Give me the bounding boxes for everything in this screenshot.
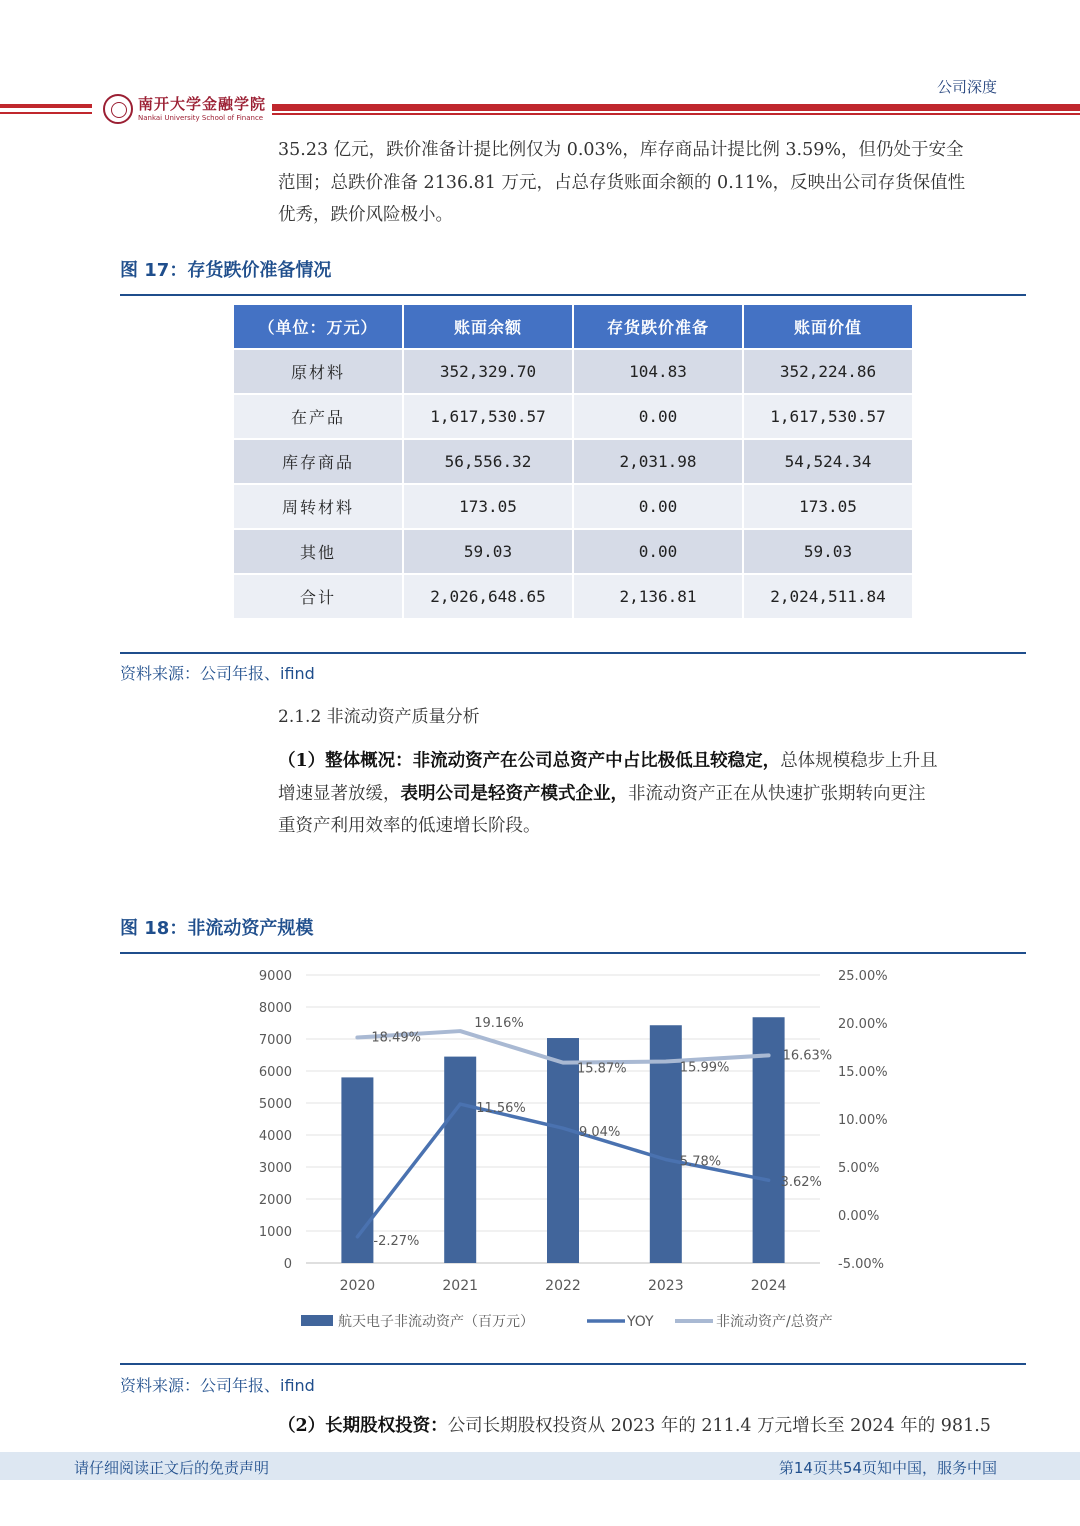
table-cell: 周转材料 <box>234 485 402 528</box>
university-logo <box>100 92 270 130</box>
table-header-cell: 账面余额 <box>404 305 572 348</box>
y-left-tick-label: 9000 <box>258 969 292 984</box>
figure-17-source: 资料来源：公司年报、ifind <box>120 664 315 683</box>
non-current-assets-chart <box>240 960 920 1350</box>
y-right-tick-label: 10.00% <box>838 1113 888 1128</box>
x-tick-label: 2022 <box>545 1278 581 1294</box>
table-cell: 2,031.98 <box>574 440 742 483</box>
y-left-tick-label: 7000 <box>258 1033 292 1048</box>
table-cell: 173.05 <box>404 485 572 528</box>
table-row <box>234 350 912 393</box>
header-rule-left <box>0 104 92 108</box>
table-cell: 在产品 <box>234 395 402 438</box>
y-right-tick-label: 5.00% <box>838 1161 880 1176</box>
table-header-cell: 账面价值 <box>744 305 912 348</box>
y-left-tick-label: 2000 <box>258 1193 292 1208</box>
table-cell: 其他 <box>234 530 402 573</box>
ratio-data-label: 16.63% <box>782 1048 833 1064</box>
table-cell: 59.03 <box>744 530 912 573</box>
y-right-tick-label: -5.00% <box>838 1257 884 1272</box>
legend-label-bars: 航天电子非流动资产（百万元） <box>338 1314 534 1330</box>
table-row <box>234 575 912 618</box>
table-row <box>234 530 912 573</box>
chart-legend <box>301 1313 833 1330</box>
table-header-cell: （单位：万元） <box>234 305 402 348</box>
figure-17-top-rule <box>120 294 1026 296</box>
bar <box>547 1038 579 1263</box>
table-cell: 库存商品 <box>234 440 402 483</box>
emphasis-text: （2）长期股权投资： <box>278 1416 448 1436</box>
body-text: 总体规模稳步上升且 <box>780 751 938 771</box>
yoy-data-label: 9.04% <box>579 1125 621 1141</box>
paragraph-line <box>278 778 998 811</box>
x-tick-label: 2023 <box>647 1278 684 1294</box>
closing-paragraph <box>278 1410 998 1443</box>
legend-swatch-bars <box>301 1315 333 1326</box>
ratio-data-label: 18.49% <box>371 1030 421 1046</box>
y-left-tick-label: 3000 <box>258 1161 292 1176</box>
footer-disclaimer: 请仔细阅读正文后的免责声明 <box>74 1459 270 1477</box>
header-rule-right-thin <box>272 113 1080 115</box>
table-cell: 352,224.86 <box>744 350 912 393</box>
body-text: 非流动资产正在从快速扩张期转向更注 <box>628 783 926 804</box>
ratio-data-label: 19.16% <box>474 1016 524 1032</box>
body-text: 增速显著放缓， <box>278 783 401 804</box>
table-cell: 104.83 <box>574 350 742 393</box>
figure-17-title: 图 17：存货跌价准备情况 <box>120 260 332 281</box>
footer-page-info: 第14页共54页知中国，服务中国 <box>778 1459 997 1477</box>
yoy-data-label: -2.27% <box>373 1233 420 1249</box>
y-left-tick-label: 0 <box>283 1257 292 1272</box>
intro-line: 范围；总跌价准备 2136.81 万元，占总存货账面余额的 0.11%，反映出公司存货保值性 <box>278 172 966 193</box>
table-header-cell: 存货跌价准备 <box>574 305 742 348</box>
y-left-tick-label: 5000 <box>258 1097 292 1112</box>
intro-line: 优秀，跌价风险极小。 <box>278 205 453 225</box>
ratio-data-label: 15.99% <box>679 1060 730 1076</box>
seal-icon <box>103 94 133 124</box>
table-cell: 原材料 <box>234 350 402 393</box>
logo-text-en: Nankai University School of Finance <box>138 114 264 122</box>
intro-line: 35.23 亿元，跌价准备计提比例仅为 0.03%，库存商品计提比例 3.59%，但仍处于安全 <box>278 140 964 160</box>
ratio-data-label: 15.87% <box>577 1061 627 1077</box>
inventory-impairment-table <box>232 303 914 620</box>
table-cell: 1,617,530.57 <box>404 395 572 438</box>
table-header-row <box>234 305 912 348</box>
y-right-tick-label: 20.00% <box>838 1017 888 1032</box>
header-rule-left-thin <box>0 112 92 114</box>
header-section-tag: 公司深度 <box>936 78 997 96</box>
legend-label-ratio: 非流动资产/总资产 <box>716 1314 833 1330</box>
table-cell: 合计 <box>234 575 402 618</box>
table-row <box>234 440 912 483</box>
y-left-tick-label: 6000 <box>258 1065 292 1080</box>
y-right-tick-label: 25.00% <box>838 969 888 984</box>
x-tick-label: 2021 <box>442 1278 479 1294</box>
table-cell: 0.00 <box>574 530 742 573</box>
table-cell: 59.03 <box>404 530 572 573</box>
paragraph-line <box>278 745 998 778</box>
table-row <box>234 395 912 438</box>
figure-18-title: 图 18：非流动资产规模 <box>120 918 314 939</box>
table-cell: 352,329.70 <box>404 350 572 393</box>
legend-label-yoy: YOY <box>627 1314 654 1330</box>
yoy-data-label: 5.78% <box>679 1154 722 1170</box>
figure-18-bottom-rule <box>120 1363 1026 1365</box>
figure-18-source: 资料来源：公司年报、ifind <box>120 1376 315 1395</box>
x-tick-label: 2024 <box>750 1278 787 1294</box>
table-row <box>234 485 912 528</box>
logo-text-cn: 南开大学金融学院 <box>138 95 267 113</box>
y-left-tick-label: 1000 <box>258 1225 292 1240</box>
header-rule-right <box>272 104 1080 111</box>
table-cell: 56,556.32 <box>404 440 572 483</box>
paragraph-line: 重资产利用效率的低速增长阶段。 <box>278 816 541 836</box>
bar <box>444 1057 476 1263</box>
table-cell: 54,524.34 <box>744 440 912 483</box>
emphasis-text: 表明公司是轻资产模式企业， <box>400 783 628 804</box>
y-right-tick-label: 15.00% <box>838 1065 888 1080</box>
section-subheading: 2.1.2 非流动资产质量分析 <box>278 707 480 727</box>
table-cell: 2,136.81 <box>574 575 742 618</box>
table-cell: 0.00 <box>574 395 742 438</box>
intro-paragraph <box>278 134 998 232</box>
y-right-tick-label: 0.00% <box>838 1209 880 1224</box>
chart-bars <box>341 1017 784 1263</box>
figure-17-bottom-rule <box>120 652 1026 654</box>
yoy-data-label: 3.62% <box>780 1175 822 1191</box>
yoy-data-label: 11.56% <box>476 1101 526 1117</box>
figure-18-top-rule <box>120 952 1026 954</box>
y-left-tick-label: 8000 <box>258 1001 292 1016</box>
table-cell: 1,617,530.57 <box>744 395 912 438</box>
x-tick-label: 2020 <box>339 1278 376 1294</box>
y-left-tick-label: 4000 <box>258 1129 292 1144</box>
body-text: 公司长期股权投资从 2023 年的 211.4 万元增长至 2024 年的 981.5 <box>447 1416 991 1436</box>
emphasis-text: （1）整体概况：非流动资产在公司总资产中占比极低且较稳定， <box>278 751 781 771</box>
table-cell: 2,024,511.84 <box>744 575 912 618</box>
section-paragraph <box>278 745 998 843</box>
table-cell: 173.05 <box>744 485 912 528</box>
table-cell: 2,026,648.65 <box>404 575 572 618</box>
table-cell: 0.00 <box>574 485 742 528</box>
